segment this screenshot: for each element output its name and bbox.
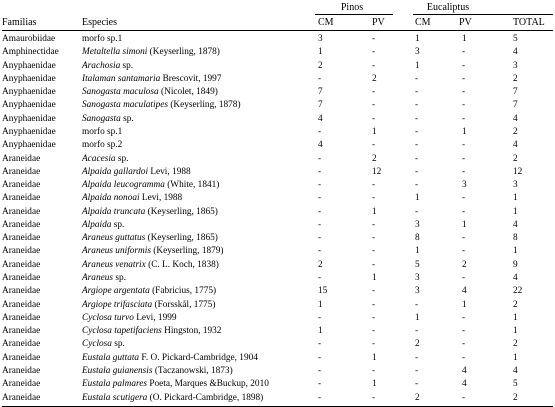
cell-eucaliptus-cm: 2 [415,392,420,403]
cell-especie [82,113,134,125]
cell-pinos-pv: 1 [372,126,377,137]
species-authority: Levi, 1988 [148,166,191,177]
cell-eucaliptus-cm: - [415,113,419,124]
cell-pinos-cm: 1 [318,326,323,337]
species-authority: (Fabricius, 1775) [149,286,217,297]
cell-total: 8 [513,233,518,244]
cell-pinos-cm: - [318,233,322,244]
cell-pinos-cm: - [318,379,322,390]
cell-eucaliptus-cm: 1 [415,246,420,257]
cell-especie [82,99,241,111]
species-authority: sp. [113,273,126,284]
table-row [2,73,553,85]
cell-total: 4 [513,113,518,124]
cell-eucaliptus-pv: - [462,273,466,284]
cell-pinos-pv: - [372,219,376,230]
cell-eucaliptus-pv: - [462,100,466,111]
cell-eucaliptus-cm: 3 [415,286,420,297]
cell-eucaliptus-pv: - [462,246,466,257]
cell-especie [82,179,219,191]
cell-familia: Araneidae [2,379,41,390]
cell-eucaliptus-cm: - [415,87,419,98]
species-name-italic: Metaltella simoni [82,47,148,58]
cell-pinos-pv: - [372,140,376,151]
cell-familia: Araneidae [2,206,41,217]
cell-total: 12 [513,166,523,177]
cell-total: 1 [513,193,518,204]
cell-eucaliptus-cm: - [415,352,419,363]
cell-especie [82,86,218,98]
cell-pinos-cm: - [318,366,322,376]
cell-total: 7 [513,100,518,111]
cell-familia: Anyphaenidae [2,73,56,84]
cell-pinos-cm: - [318,206,322,217]
cell-eucaliptus-cm: - [415,166,419,177]
species-authority: Levi, 1988 [139,193,183,204]
cell-pinos-cm: 3 [318,34,323,44]
cell-pinos-pv: - [372,392,376,403]
cell-total: 2 [513,153,518,164]
cell-pinos-cm: 15 [318,286,328,297]
table-row [2,60,553,72]
cell-familia: Araneidae [2,166,41,177]
table-row [2,352,553,364]
column-header-pinos-pv: PV [372,17,385,28]
cell-pinos-cm: - [318,273,322,284]
cell-familia: Araneidae [2,392,41,403]
cell-eucaliptus-cm: 3 [415,47,420,58]
species-name-italic: Eustala guttata [82,352,140,363]
cell-total: 1 [513,246,518,257]
cell-total: 5 [513,34,518,44]
column-header-familias: Familias [2,17,37,28]
cell-familia: Araneidae [2,193,41,204]
cell-familia: Anyphaenidae [2,87,56,98]
species-name-italic: Araneus [82,273,113,284]
species-authority: (Nicolet, 1849) [158,87,218,98]
cell-pinos-pv: - [372,180,376,191]
species-name-italic: Italaman santamaria [82,73,161,84]
cell-especie [82,206,218,218]
cell-especie [82,365,233,377]
cell-especie [82,245,224,257]
cell-especie [82,232,218,244]
pinos-underline [315,14,393,15]
cell-pinos-cm: - [318,246,322,257]
cell-pinos-pv: 1 [372,273,377,284]
species-authority: (Keyserling, 1878) [168,100,241,111]
cell-pinos-pv: 1 [372,206,377,217]
cell-eucaliptus-pv: 3 [462,180,467,191]
cell-especie [82,126,122,138]
cell-familia: Anyphaenidae [2,60,56,71]
species-authority: sp. [120,113,134,124]
cell-familia: Araneidae [2,312,41,323]
cell-total: 7 [513,87,518,98]
cell-eucaliptus-cm: - [415,379,419,390]
species-authority: Hingston, 1932 [161,326,222,337]
cell-total: 5 [513,379,518,390]
table-row [2,325,553,337]
table-row [2,113,553,125]
column-header-pinos-cm: CM [318,17,334,28]
cell-pinos-pv: 2 [372,153,377,164]
species-authority: (Taczanowski, 1873) [152,366,233,376]
cell-especie [82,46,220,58]
cell-especie [82,312,177,324]
cell-pinos-pv: - [372,100,376,111]
cell-eucaliptus-cm: - [415,100,419,111]
cell-familia: Araneidae [2,219,41,230]
cell-familia: Araneidae [2,246,41,257]
cell-total: 4 [513,219,518,230]
cell-familia: Anyphaenidae [2,113,56,124]
cell-pinos-cm: 2 [318,259,323,270]
cell-eucaliptus-pv: - [462,87,466,98]
species-name-italic: Alpaida gallardoi [82,166,149,177]
cell-total: 2 [513,73,518,84]
cell-pinos-cm: 2 [318,60,323,71]
species-authority: (O. Pickard-Cambridge, 1898) [147,392,264,403]
cell-especie [82,325,221,337]
table-row [2,259,553,271]
species-authority: (Forsskål, 1775) [152,299,216,310]
group-header-pinos: Pinos [340,2,364,13]
cell-pinos-cm: - [318,126,322,137]
cell-total: 2 [513,339,518,350]
cell-total: 2 [513,126,518,137]
species-name-italic: Sanogasta maculatipes [82,100,168,111]
cell-eucaliptus-cm: 3 [415,273,420,284]
cell-total: 4 [513,366,518,376]
table-row [2,219,553,231]
cell-especie [82,60,133,72]
species-name-italic: Arachosia [82,60,121,71]
cell-pinos-cm: - [318,193,322,204]
species-authority: morfo sp.1 [82,126,123,137]
column-header-eucaliptus-cm: CM [415,17,431,28]
cell-eucaliptus-cm: 1 [415,34,420,44]
cell-familia: Araneidae [2,326,41,337]
cell-pinos-cm: - [318,339,322,350]
cell-pinos-cm: 7 [318,87,323,98]
table-row [2,365,553,377]
cell-eucaliptus-pv: - [462,312,466,323]
table-row [2,392,553,404]
table-row [2,272,553,284]
cell-familia: Araneidae [2,366,41,376]
cell-especie [82,285,216,297]
cell-pinos-pv: - [372,312,376,323]
cell-pinos-pv: - [372,286,376,297]
cell-pinos-pv: - [372,233,376,244]
species-name-italic: Araneus guttatus [82,233,146,244]
species-name-italic: Alpaida [82,219,112,230]
cell-eucaliptus-pv: - [462,233,466,244]
cell-eucaliptus-cm: 1 [415,312,420,323]
cell-pinos-cm: - [318,180,322,191]
cell-familia: Anyphaenidae [2,126,56,137]
cell-familia: Araneidae [2,259,41,270]
cell-pinos-pv: 2 [372,73,377,84]
cell-eucaliptus-cm: 5 [415,259,420,270]
cell-eucaliptus-cm: - [415,326,419,337]
cell-pinos-pv: - [372,47,376,58]
cell-eucaliptus-pv: - [462,47,466,58]
cell-eucaliptus-cm: 1 [415,193,420,204]
cell-pinos-cm: 4 [318,140,323,151]
cell-eucaliptus-cm: - [415,73,419,84]
cell-eucaliptus-pv: - [462,60,466,71]
cell-familia: Araneidae [2,299,41,310]
cell-especie [82,153,128,165]
cell-especie [82,392,263,404]
cell-eucaliptus-cm: - [415,140,419,151]
cell-eucaliptus-cm: - [415,153,419,164]
cell-pinos-pv: - [372,339,376,350]
column-header-eucaliptus-pv: PV [459,17,472,28]
species-name-italic: Sanogasta [82,113,121,124]
table-row [2,245,553,257]
species-authority: Brescovit, 1997 [160,73,222,84]
cell-especie [82,219,124,231]
species-name-italic: Eustala scutigera [82,392,148,403]
cell-pinos-pv: - [372,366,376,376]
cell-eucaliptus-pv: - [462,339,466,350]
cell-pinos-pv: 12 [372,166,382,177]
cell-eucaliptus-pv: - [462,166,466,177]
species-name-italic: Argiope argentata [82,286,150,297]
species-authority: (Keyserling, 1865) [145,233,218,244]
cell-pinos-pv: - [372,246,376,257]
cell-pinos-cm: - [318,153,322,164]
eucaliptus-underline [413,14,553,15]
cell-especie [82,378,269,390]
species-authority: Levi, 1999 [133,312,177,323]
species-name-italic: Eustala palmares [82,379,147,390]
cell-eucaliptus-pv: 1 [462,219,467,230]
cell-eucaliptus-pv: - [462,193,466,204]
cell-pinos-pv: - [372,60,376,71]
table-row [2,179,553,191]
cell-eucaliptus-pv: - [462,73,466,84]
cell-eucaliptus-pv: - [462,392,466,403]
cell-familia: Araneidae [2,233,41,244]
column-header-total: TOTAL [513,17,545,28]
cell-familia: Anyphaenidae [2,140,56,151]
cell-eucaliptus-cm: 3 [415,219,420,230]
cell-pinos-cm: 7 [318,100,323,111]
table-row [2,33,553,45]
cell-total: 22 [513,286,523,297]
species-name-italic: Cyclosa turvo [82,312,134,323]
cell-eucaliptus-pv: 4 [462,366,467,376]
cell-eucaliptus-pv: - [462,326,466,337]
cell-eucaliptus-cm: 1 [415,60,420,71]
species-name-italic: Eustala guianensis [82,366,153,376]
cell-familia: Araneidae [2,352,41,363]
cell-total: 2 [513,392,518,403]
species-name-italic: Alpaida nonoai [82,193,140,204]
cell-eucaliptus-cm: - [415,126,419,137]
species-authority: sp. [115,153,129,164]
cell-pinos-cm: 1 [318,47,323,58]
cell-total: 4 [513,47,518,58]
cell-pinos-cm: - [318,352,322,363]
cell-eucaliptus-pv: 4 [462,286,467,297]
species-name-italic: Araneus venatrix [82,259,146,270]
cell-eucaliptus-pv: 4 [462,379,467,390]
table-row [2,192,553,204]
header-rule [2,30,553,31]
table-row [2,99,553,111]
table-row [2,338,553,350]
cell-pinos-pv: - [372,87,376,98]
cell-pinos-cm: 4 [318,113,323,124]
table-row [2,86,553,98]
cell-total: 9 [513,259,518,270]
table-row [2,166,553,178]
cell-eucaliptus-pv: 1 [462,299,467,310]
species-name-italic: Cyclosa [82,339,112,350]
species-name-italic: Sanogasta maculosa [82,87,159,98]
table-row [2,206,553,218]
cell-pinos-pv: - [372,259,376,270]
cell-familia: Araneidae [2,339,41,350]
cell-eucaliptus-pv: 1 [462,34,467,44]
species-name-italic: Acacesia [82,153,116,164]
cell-pinos-cm: - [318,312,322,323]
column-header-especies: Especies [82,17,117,28]
table-row [2,153,553,165]
table-row [2,285,553,297]
species-authority: (White, 1841) [164,180,220,191]
cell-eucaliptus-cm: - [415,299,419,310]
cell-eucaliptus-pv: - [462,352,466,363]
species-name-italic: Alpaida leucogramma [82,180,165,191]
cell-total: 4 [513,273,518,284]
cell-pinos-pv: - [372,193,376,204]
species-authority: sp. [111,339,125,350]
species-authority: sp. [111,219,125,230]
cell-especie [82,272,126,284]
table-row [2,126,553,138]
cell-familia: Amphinectidae [2,47,59,58]
cell-pinos-pv: - [372,34,376,44]
table-row [2,312,553,324]
cell-pinos-pv: - [372,326,376,337]
species-authority: Poeta, Marques &Buckup, 2010 [147,379,269,390]
species-authority: F. O. Pickard-Cambridge, 1904 [139,352,258,363]
cell-eucaliptus-pv: - [462,206,466,217]
species-authority: (C. L. Koch, 1838) [145,259,219,270]
species-name-italic: Cyclosa tapetifaciens [82,326,162,337]
cell-familia: Araneidae [2,153,41,164]
cell-pinos-cm: 1 [318,299,323,310]
cell-total: 1 [513,312,518,323]
cell-total: 1 [513,206,518,217]
cell-especie [82,166,191,178]
cell-eucaliptus-pv: - [462,153,466,164]
cell-especie [82,73,221,85]
cell-eucaliptus-pv: - [462,140,466,151]
cell-total: 4 [513,140,518,151]
cell-especie [82,192,182,204]
cell-familia: Amaurobiidae [2,34,56,44]
cell-total: 3 [513,60,518,71]
species-authority: (Keyserling, 1865) [145,206,218,217]
species-authority: (Keyserling, 1879) [150,246,224,257]
cell-total: 3 [513,180,518,191]
cell-especie [82,33,122,45]
cell-eucaliptus-cm: 8 [415,233,420,244]
cell-especie [82,299,215,311]
group-header-eucaliptus: Eucaliptus [426,2,470,13]
cell-pinos-pv: 1 [372,352,377,363]
cell-eucaliptus-cm: - [415,180,419,191]
cell-familia: Araneidae [2,180,41,191]
species-authority: sp. [120,60,134,71]
cell-pinos-pv: 1 [372,379,377,390]
cell-familia: Araneidae [2,273,41,284]
cell-pinos-pv: - [372,113,376,124]
cell-eucaliptus-cm: - [415,206,419,217]
species-authority: morfo sp.1 [82,34,123,44]
cell-eucaliptus-pv: 2 [462,259,467,270]
cell-eucaliptus-pv: - [462,113,466,124]
cell-pinos-cm: - [318,166,322,177]
species-name-italic: Araneus uniformis [82,246,151,257]
cell-pinos-cm: - [318,219,322,230]
cell-eucaliptus-cm: - [415,366,419,376]
cell-eucaliptus-pv: 1 [462,126,467,137]
species-name-italic: Alpaida truncata [82,206,146,217]
cell-familia: Anyphaenidae [2,100,56,111]
cell-pinos-cm: - [318,73,322,84]
cell-pinos-cm: - [318,392,322,403]
cell-especie [82,338,125,350]
table-row [2,46,553,58]
cell-total: 1 [513,326,518,337]
cell-familia: Araneidae [2,286,41,297]
species-name-italic: Argiope trifasciata [82,299,153,310]
cell-total: 2 [513,299,518,310]
cell-eucaliptus-cm: 2 [415,339,420,350]
table-row [2,232,553,244]
species-authority: morfo sp.2 [82,140,123,151]
cell-pinos-pv: - [372,299,376,310]
table-row [2,139,553,151]
table-row [2,299,553,311]
table-row [2,378,553,390]
cell-especie [82,139,122,151]
cell-total: 1 [513,352,518,363]
species-authority: (Keyserling, 1878) [147,47,220,58]
cell-especie [82,352,258,364]
cell-especie [82,259,219,271]
